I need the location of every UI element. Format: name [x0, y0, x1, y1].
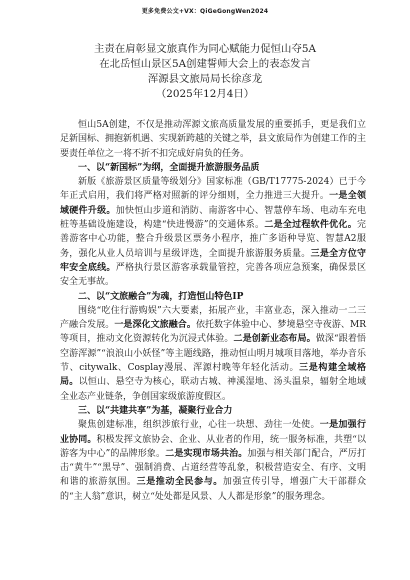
bold-run: 一是全领域硬件升级。 — [60, 191, 366, 216]
author-line: 浑源县文旅局局长徐彦龙 — [147, 73, 263, 85]
bold-run: 二、以“文旅融合”为魂，打造恒山特色IP — [78, 291, 244, 302]
article-body — [60, 118, 366, 504]
bold-run: 三是构建全域格局。 — [60, 363, 366, 388]
paragraph-section-3 — [60, 418, 366, 504]
text-run: 以恒山、悬空寺为核心，联动古城、神溪湿地、汤头温泉，辐射全地域全业态产业链条，争创国家级旅游度假区。 — [60, 377, 366, 402]
text-run: 严格执行景区游客承载量管控，完善各项应急预案，确保景区安全无事故。 — [60, 262, 366, 288]
bold-run: 三是推动全民参与。 — [136, 477, 223, 488]
text-run: 依托数字体验中心、梦境悬空寺夜游、MR等项目，推动文化资源转化为沉浸式体验。 — [60, 320, 366, 345]
text-run: 围绕“吃住行游购娱”六大要素，拓展产业，丰富业态，深入推动一二三产融合发展。 — [60, 305, 366, 331]
document-title: 主责在肩彰显文旅真作为同心赋能力促恒山夺5A — [94, 43, 316, 55]
document-subtitle: 在北岳恒山景区5A创建誓师大会上的表态发言 — [99, 58, 311, 70]
text-run: 积极发挥文旅协会、企业、从业者的作用，统一服务标准，共塑“以游客为中心”的品牌形象。 — [60, 434, 366, 459]
paragraph-section-2 — [60, 304, 366, 404]
date-line: （2025年12月4日） — [155, 88, 255, 100]
bold-run: 二是实现市场共治。 — [165, 448, 248, 459]
paragraph-section-1 — [60, 175, 366, 289]
section-heading-2 — [60, 290, 366, 304]
text-run: 加快恒山步道和消防、南游客中心、智慧停车场、电动车充电桩等基础设施建设，构建“快进慢游”的交通体系。 — [60, 205, 366, 231]
text-run: 恒山5A创建，不仅是推动浑源文旅高质量发展的重要抓手，更是我们立足新国标、拥抱新机遇、实现新跨越的关键之举，县文旅局作为创建工作的主要责任单位之一将不折不扣完成好肩负的任务。 — [60, 120, 367, 159]
text-run: 完善游客中心功能，整合升级景区票务小程序，推广多语种导览、智慧A2服务，强化从业人员培训与星级评选，全面提升旅游服务质量。 — [60, 220, 366, 259]
text-run: 加强宣传引导，增强广大干部群众的“主人翁”意识，树立“处处都是风景、人人都是形象”的服务理念。 — [60, 477, 366, 502]
header-note: 更多免费公文+VX：QiGeGongWen2024 — [141, 8, 269, 15]
bold-run: 一、以“新国标”为纲，全面提升旅游服务品质 — [78, 162, 260, 173]
section-heading-3 — [60, 404, 366, 418]
bold-run: 二是全过程软件优化。 — [264, 220, 357, 231]
document-title-block — [0, 42, 410, 102]
text-run: 聚焦创建标准，组织涉旅行业，心往一块想、劲往一处使。 — [78, 420, 320, 431]
paragraph-intro — [60, 118, 366, 161]
text-run: 新版《旅游景区质量等级划分》国家标准（GB/T17775-2024）已于今年正式启用，我们将严格对照新的评分细则，全力推进三大提升。 — [60, 177, 366, 202]
bold-run: 三、以“共建共享”为基，凝聚行业合力 — [78, 405, 233, 416]
text-run: 做深“跟着悟空游浑源”“浪浪山小妖怪”等主题线路，推动恒山明月城项目落地，举办音乐节、citywalk、Cosplay漫展、浑源村晚等年轻化活动。 — [60, 334, 366, 374]
bold-run: 三是全方位守牢安全底线。 — [60, 248, 366, 273]
bold-run: 一是加强行业协同。 — [60, 420, 366, 445]
bold-run: 一是深化文旅融合。 — [114, 320, 196, 331]
bold-run: 二是创新业态布局。 — [233, 334, 316, 345]
section-heading-1 — [60, 161, 366, 175]
text-run: 加强与相关部门配合，严厉打击“黄牛”“黑导”、强制消费、占道经营等乱象，积极营造安全、有序、文明和谐的旅游氛围。 — [60, 448, 366, 488]
